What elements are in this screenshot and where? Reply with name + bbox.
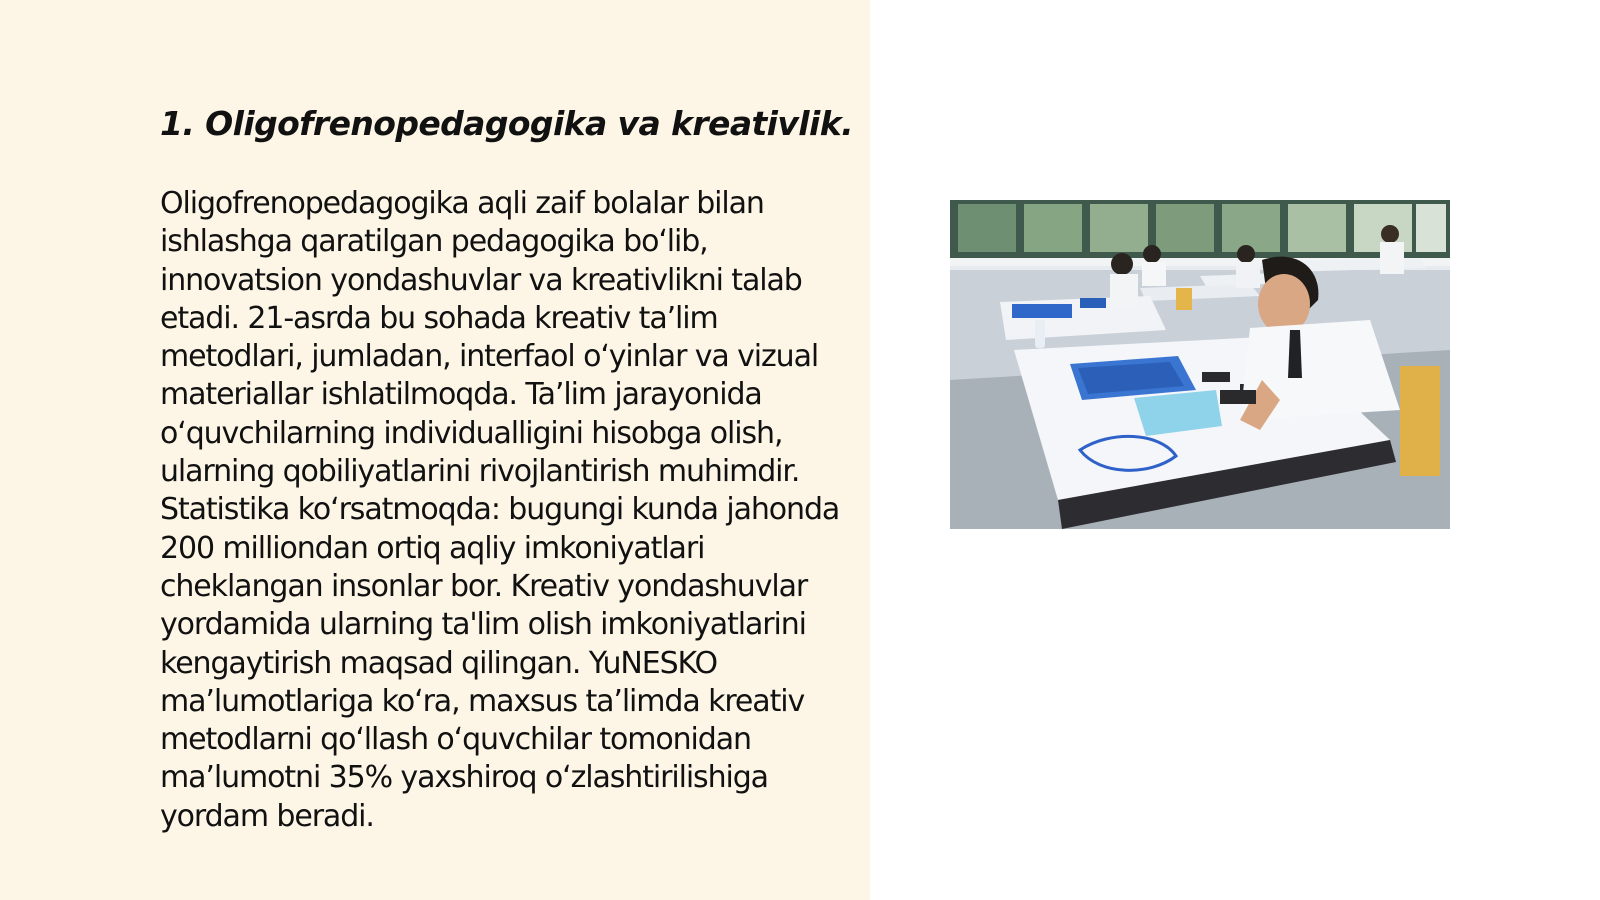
slide-title: 1. Oligofrenopedagogika va kreativlik. bbox=[160, 104, 854, 143]
slide-body-text: Oligofrenopedagogika aqli zaif bolalar bilan ishlashga qaratilgan pedagogika bo‘lib, innovatsion yondashuvlar va kreativlikni talab etadi. 21-asrda bu sohada kreativ ta’lim metodlari, jumladan, interfaol o‘yinlar va vizual materiallar ishlatilmoqda. Ta’lim jarayonida o‘quvchilarning individualligini hisobga olish, ularning qobiliyatlarini rivojlantirish muhimdir. Statistika ko‘rsatmoqda: bugungi kunda jahonda 200 milliondan ortiq aqliy imkoniyatlari cheklangan insonlar bor. Kreativ yondashuvlar yordamida ularning ta'lim olish imkoniyatlarini kengaytirish maqsad qilingan. YuNESKO ma’lumotlariga ko‘ra, maxsus ta’limda kreativ metodlarni qo‘llash o‘quvchilar tomonidan ma’lumotni 35% yaxshiroq o‘zlashtirilishiga yordam beradi. bbox=[160, 186, 840, 834]
classroom-photo bbox=[950, 200, 1450, 529]
classroom-photo-illustration bbox=[950, 200, 1450, 529]
